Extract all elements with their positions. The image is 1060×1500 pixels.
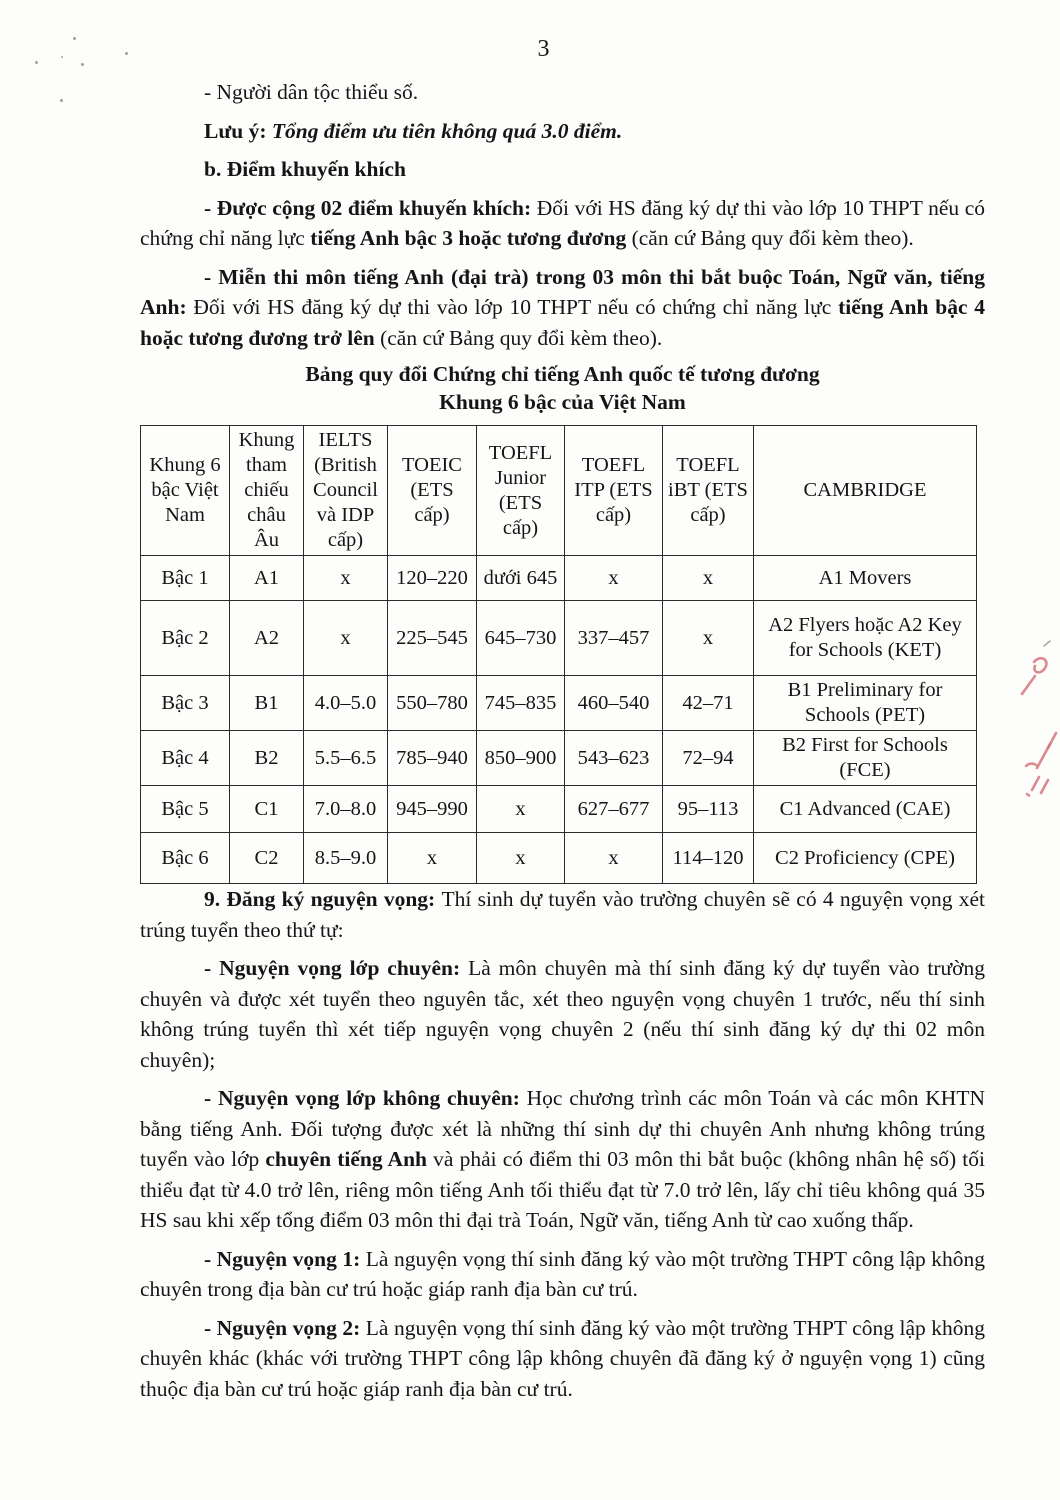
paragraph-text: (căn cứ Bảng quy đổi kèm theo).: [631, 226, 914, 250]
table-cell: A2 Flyers hoặc A2 Key for Schools (KET): [754, 601, 977, 676]
table-row: [141, 601, 977, 676]
table-cell: x: [663, 556, 754, 601]
paragraph-text: Là môn chuyên mà thí sinh đăng ký dự tuyển vào trường chuyên và được xét tuyển theo nguyên tắc, xét theo nguyện vọng chuyên 1 trước, nếu thí sinh không trúng tuyển thì xét tiếp nguyện vọng chuyên 2 (nếu thí sinh đăng ký dự thi 02 môn chuyên);: [140, 956, 985, 1072]
paragraph-lead: - Nguyện vọng 1:: [204, 1246, 366, 1271]
paragraph-nguyen-vong-2: [140, 1313, 985, 1405]
table-header-cell: TOEIC (ETS cấp): [388, 426, 477, 556]
table-cell: 460–540: [565, 676, 663, 731]
table-cell: Bậc 1: [141, 556, 230, 601]
table-cell: 95–113: [663, 786, 754, 833]
table-cell: Bậc 3: [141, 676, 230, 731]
table-cell: 225–545: [388, 601, 477, 676]
table-cell: x: [565, 833, 663, 884]
table-cell: A1: [230, 556, 304, 601]
table-header-cell: CAMBRIDGE: [754, 426, 977, 556]
table-header-cell: Khung 6 bậc Việt Nam: [141, 426, 230, 556]
table-header-cell: TOEFL iBT (ETS cấp): [663, 426, 754, 556]
table-cell: 72–94: [663, 731, 754, 786]
table-cell: 850–900: [477, 731, 565, 786]
paragraph-text: Thí sinh dự tuyển vào trường chuyên sẽ có 4 nguyện vọng xét trúng tuyển theo thứ tự:: [140, 887, 985, 942]
table-row: [141, 556, 977, 601]
scan-speck: [35, 61, 38, 64]
table-row: [141, 786, 977, 833]
pen-mark-icon: [1002, 726, 1058, 808]
note-text: Tổng điểm ưu tiên không quá 3.0 điểm.: [271, 118, 623, 143]
scan-speck: [81, 63, 84, 66]
table-header-row: [141, 426, 977, 556]
table-cell: x: [477, 786, 565, 833]
table-cell: 627–677: [565, 786, 663, 833]
paragraph-note: [140, 116, 985, 147]
table-cell: 645–730: [477, 601, 565, 676]
table-cell: Bậc 4: [141, 731, 230, 786]
paragraph-text: Là nguyện vọng thí sinh đăng ký vào một trường THPT công lập không chuyên trong địa bàn cư trú hoặc giáp ranh địa bàn cư trú.: [140, 1246, 985, 1301]
paragraph-nguyen-vong-chuyen: [140, 953, 985, 1075]
pen-mark-icon: [1006, 634, 1056, 706]
paragraph-text: và phải có điểm thi 03 môn thi bắt buộc (không nhân hệ số) tối thiểu đạt từ 4.0 trở lên, riêng môn tiếng Anh tối thiểu đạt từ 7.0 trở lên, lấy chỉ tiêu không quá 35 HS sau khi xếp tổng điểm 03 môn thi đại trà Toán, Ngữ văn, tiếng Anh từ cao xuống thấp.: [140, 1147, 985, 1232]
paragraph-lead: - Nguyện vọng lớp không chuyên:: [204, 1086, 527, 1110]
paragraph-text: Là nguyện vọng thí sinh đăng ký vào một trường THPT công lập không chuyên khác (khác với trường THPT công lập không chuyên đã đăng ký ở nguyện vọng 1) cũng thuộc địa bàn cư trú hoặc giáp ranh địa bàn cư trú.: [140, 1315, 985, 1401]
table-cell: 543–623: [565, 731, 663, 786]
paragraph-ethnic-minority: [140, 77, 985, 108]
table-cell: 42–71: [663, 676, 754, 731]
table-cell: 550–780: [388, 676, 477, 731]
paragraph-bonus-points: [140, 193, 985, 254]
table-cell: B2 First for Schools (FCE): [754, 731, 977, 786]
scan-speck: [73, 37, 76, 40]
scan-speck: [61, 56, 63, 58]
table-cell: 7.0–8.0: [304, 786, 388, 833]
paragraph-text: Đối với HS đăng ký dự thi vào lớp 10 THPT nếu có chứng chỉ năng lực: [140, 195, 985, 250]
table-row: [141, 731, 977, 786]
paragraph-emphasis: chuyên tiếng Anh: [265, 1147, 434, 1171]
table-header-cell: TOEFL Junior (ETS cấp): [477, 426, 565, 556]
table-cell: Bậc 6: [141, 833, 230, 884]
paragraph-emphasis: tiếng Anh bậc 4 hoặc tương đương trở lên: [140, 295, 985, 350]
paragraph-nguyen-vong-1: [140, 1244, 985, 1305]
table-title-line1: Bảng quy đổi Chứng chỉ tiếng Anh quốc tế tương đương: [305, 362, 820, 386]
paragraph-lead: - Miễn thi môn tiếng Anh (đại trà) trong 03 môn thi bắt buộc Toán, Ngữ văn, tiếng Anh:: [140, 264, 985, 319]
table-row: [141, 833, 977, 884]
table-cell: Bậc 2: [141, 601, 230, 676]
table-header-cell: Khung tham chiếu châu Âu: [230, 426, 304, 556]
table-cell: 785–940: [388, 731, 477, 786]
paragraph-lead: - Được cộng 02 điểm khuyến khích:: [204, 195, 537, 220]
table-cell: A1 Movers: [754, 556, 977, 601]
certificate-conversion-table: [140, 425, 977, 884]
table-cell: x: [565, 556, 663, 601]
paragraph-lead: - Nguyện vọng 2:: [204, 1315, 366, 1340]
table-cell: 5.5–6.5: [304, 731, 388, 786]
paragraph-nguyen-vong-khong-chuyen: [140, 1083, 985, 1236]
table-cell: x: [388, 833, 477, 884]
table-cell: 120–220: [388, 556, 477, 601]
paragraph-text: (căn cứ Bảng quy đổi kèm theo).: [380, 325, 663, 350]
page-number: 3: [537, 36, 550, 62]
heading-incentive-points: [140, 154, 985, 185]
table-header-cell: IELTS (British Council và IDP cấp): [304, 426, 388, 556]
paragraph-section-9: [140, 884, 985, 945]
table-cell: A2: [230, 601, 304, 676]
table-cell: dưới 645: [477, 556, 565, 601]
note-label: Lưu ý:: [204, 118, 272, 143]
table-cell: x: [663, 601, 754, 676]
paragraph-text: Đối với HS đăng ký dự thi vào lớp 10 THPT nếu có chứng chỉ năng lực: [193, 295, 839, 319]
table-cell: 945–990: [388, 786, 477, 833]
table-cell: 8.5–9.0: [304, 833, 388, 884]
table-title-line2: Khung 6 bậc của Việt Nam: [439, 389, 686, 414]
paragraph-english-exemption: [140, 262, 985, 354]
scan-speck: [60, 99, 63, 102]
paragraph-emphasis: tiếng Anh bậc 3 hoặc tương đương: [310, 226, 632, 250]
table-cell: B2: [230, 731, 304, 786]
table-cell: 4.0–5.0: [304, 676, 388, 731]
table-cell: x: [477, 833, 565, 884]
paragraph-text: - Người dân tộc thiểu số.: [204, 80, 419, 104]
table-cell: B1 Preliminary for Schools (PET): [754, 676, 977, 731]
table-cell: 114–120: [663, 833, 754, 884]
table-cell: B1: [230, 676, 304, 731]
paragraph-lead: 9. Đăng ký nguyện vọng:: [204, 887, 442, 911]
table-cell: Bậc 5: [141, 786, 230, 833]
table-cell: 337–457: [565, 601, 663, 676]
table-title: [140, 361, 985, 416]
table-cell: C1 Advanced (CAE): [754, 786, 977, 833]
table-row: [141, 676, 977, 731]
paragraph-lead: - Nguyện vọng lớp chuyên:: [204, 956, 469, 980]
table-cell: 745–835: [477, 676, 565, 731]
paragraph-text: Học chương trình các môn Toán và các môn KHTN bằng tiếng Anh. Đối tượng được xét là những thí sinh dự thi chuyên Anh nhưng không trúng tuyển vào lớp: [140, 1086, 985, 1171]
table-cell: C2: [230, 833, 304, 884]
table-cell: C2 Proficiency (CPE): [754, 833, 977, 884]
heading-text: b. Điểm khuyến khích: [204, 157, 406, 181]
table-cell: x: [304, 556, 388, 601]
table-header-cell: TOEFL ITP (ETS cấp): [565, 426, 663, 556]
table-cell: C1: [230, 786, 304, 833]
table-cell: x: [304, 601, 388, 676]
